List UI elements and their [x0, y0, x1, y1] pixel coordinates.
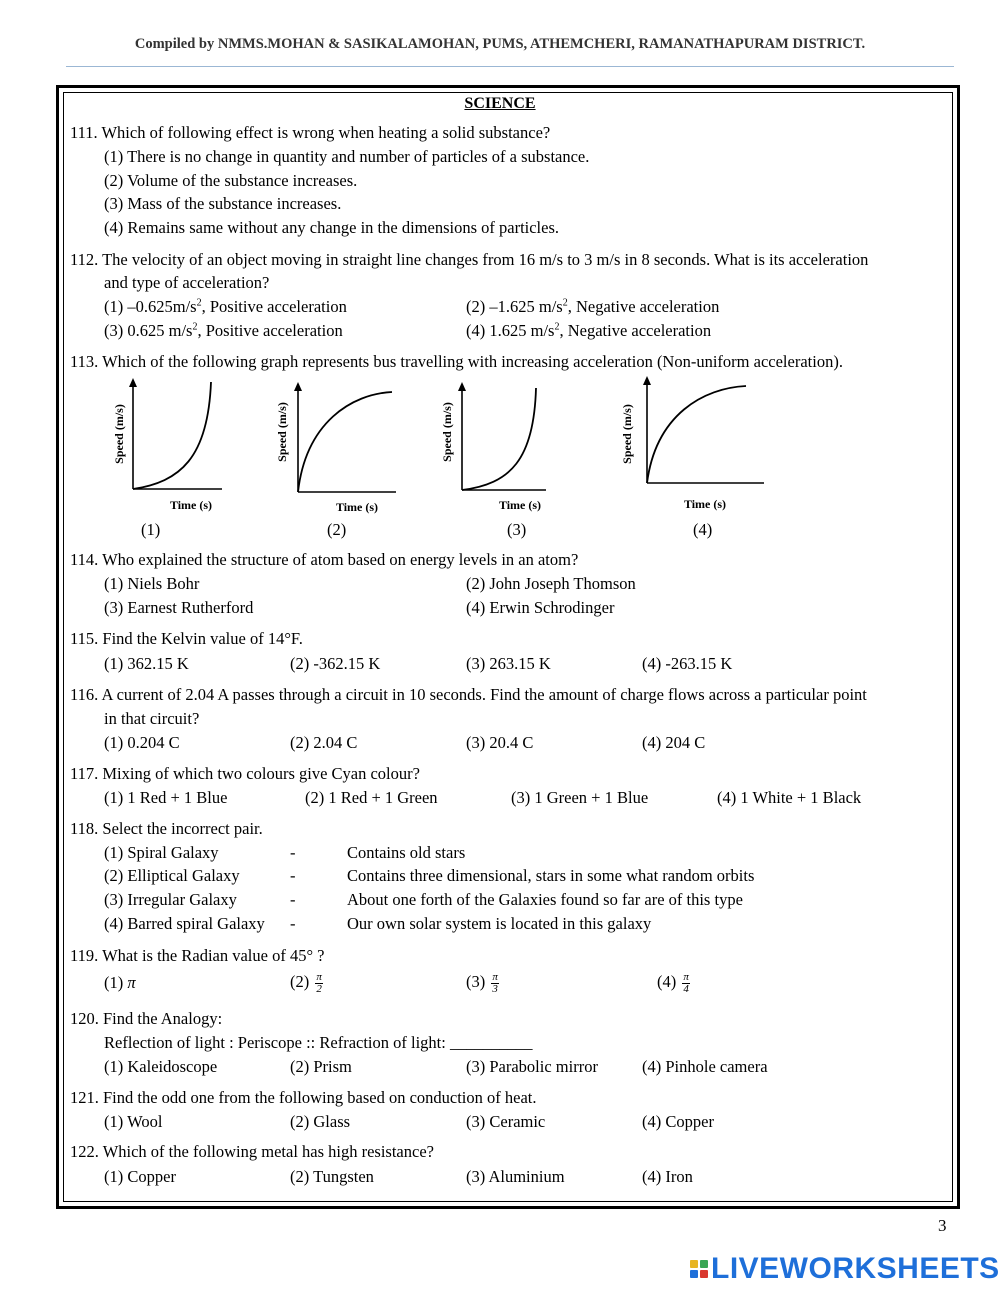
q119-option-4: (4) $\frac{\pi}{4}$	[657, 970, 689, 995]
q120-analogy: Reflection of light : Periscope :: Refraction of light: __________	[104, 1033, 533, 1052]
section-title: SCIENCE	[464, 95, 536, 112]
q118-label-1: (1) Spiral Galaxy	[104, 843, 219, 862]
q117-option-3: (3) 1 Green + 1 Blue	[511, 788, 649, 807]
question-121: 121. Find the odd one from the following based on conduction of heat.	[70, 1088, 537, 1107]
graph-4-ylabel: Speed (m/s)	[620, 404, 634, 464]
q122-option-4: (4) Iron	[642, 1167, 693, 1186]
graph-4-label: (4)	[693, 520, 713, 539]
graph-1-label: (1)	[141, 520, 161, 539]
q116-option-4: (4) 204 C	[642, 733, 706, 752]
graph-4-xlabel: Time (s)	[683, 497, 727, 511]
q114-option-4: (4) Erwin Schrodinger	[466, 598, 615, 617]
q120-option-3: (3) Parabolic mirror	[466, 1057, 598, 1076]
q116-option-1: (1) 0.204 C	[104, 733, 180, 752]
q120-option-2: (2) Prism	[290, 1057, 352, 1076]
question-116: 116. A current of 2.04 A passes through a circuit in 10 seconds. Find the amount of charge flows across a particular point	[70, 685, 867, 704]
graph-1	[110, 378, 230, 518]
q122-option-1: (1) Copper	[104, 1167, 176, 1186]
q118-label-2: (2) Elliptical Galaxy	[104, 866, 240, 885]
graph-3-xlabel: Time (s)	[498, 498, 542, 512]
logo-text: LIVEWORKSHEETS	[711, 1252, 1000, 1285]
logo-blocks-icon	[690, 1260, 708, 1278]
liveworksheets-logo[interactable]	[690, 1254, 1000, 1284]
logo-block	[690, 1260, 698, 1268]
graph-3	[438, 382, 558, 520]
q120-option-4: (4) Pinhole camera	[642, 1057, 768, 1076]
q117-option-1: (1) 1 Red + 1 Blue	[104, 788, 228, 807]
graph-1-xlabel: Time (s)	[169, 498, 213, 512]
question-113: 113. Which of the following graph represents bus travelling with increasing acceleration (Non-uniform acceleration).	[70, 352, 843, 371]
graph-3-curve	[462, 388, 536, 490]
q118-dash-1: -	[290, 843, 296, 862]
q118-desc-4: Our own solar system is located in this galaxy	[347, 914, 652, 933]
graph-2-xlabel: Time (s)	[335, 500, 379, 514]
graph-2-label: (2)	[327, 520, 347, 539]
q121-option-1: (1) Wool	[104, 1112, 163, 1131]
question-119: 119. What is the Radian value of 45° ?	[70, 946, 325, 965]
q119-option-3: (3) $\frac{\pi}{3}$	[466, 970, 498, 995]
q112-option-1: (1) $-0.625m/s^2$, Positive acceleration	[104, 297, 347, 316]
q121-option-4: (4) Copper	[642, 1112, 714, 1131]
q111-option-1: (1) There is no change in quantity and number of particles of a substance.	[104, 147, 590, 166]
graph-2-ylabel: Speed (m/s)	[275, 402, 289, 462]
q112-option-2: (2) –1.625 $m/s^2$, Negative acceleration	[466, 297, 720, 316]
q114-option-3: (3) Earnest Rutherford	[104, 598, 254, 617]
q118-label-3: (3) Irregular Galaxy	[104, 890, 237, 909]
q111-option-2: (2) Volume of the substance increases.	[104, 171, 358, 190]
q117-option-2: (2) 1 Red + 1 Green	[305, 788, 438, 807]
page-header: Compiled by NMMS.MOHAN & SASIKALAMOHAN, PUMS, ATHEMCHERI, RAMANATHAPURAM DISTRICT.	[134, 36, 866, 52]
graph-2	[272, 382, 402, 520]
q112-option-3: (3) 0.625 $m/s^2$, Positive acceleration	[104, 321, 343, 340]
q115-option-2: (2) -362.15 K	[290, 654, 381, 673]
q117-option-4: (4) 1 White + 1 Black	[717, 788, 862, 807]
question-120: 120. Find the Analogy:	[70, 1009, 223, 1028]
q120-option-1: (1) Kaleidoscope	[104, 1057, 218, 1076]
graph-2-curve	[298, 392, 392, 492]
logo-block	[700, 1260, 708, 1268]
q122-option-2: (2) Tungsten	[290, 1167, 374, 1186]
question-112: 112. The velocity of an object moving in straight line changes from 16 m/s to 3 m/s in 8 seconds. What is its acceleration	[70, 250, 869, 269]
q118-desc-1: Contains old stars	[347, 843, 466, 862]
question-118: 118. Select the incorrect pair.	[70, 819, 263, 838]
graph-3-label: (3)	[507, 520, 527, 539]
q118-label-4: (4) Barred spiral Galaxy	[104, 914, 265, 933]
logo-block	[690, 1270, 698, 1278]
q121-option-2: (2) Glass	[290, 1112, 351, 1131]
q114-option-2: (2) John Joseph Thomson	[466, 574, 636, 593]
q118-dash-2: -	[290, 866, 296, 885]
graph-4-curve	[647, 386, 746, 483]
q118-dash-3: -	[290, 890, 296, 909]
q122-option-3: (3) Aluminium	[466, 1167, 565, 1186]
q114-option-1: (1) Niels Bohr	[104, 574, 200, 593]
page-number: 3	[938, 1216, 947, 1235]
q118-desc-3: About one forth of the Galaxies found so far are of this type	[347, 890, 743, 909]
question-122: 122. Which of the following metal has high resistance?	[70, 1142, 434, 1161]
q118-desc-2: Contains three dimensional, stars in some what random orbits	[347, 866, 755, 885]
question-116-cont: in that circuit?	[104, 709, 200, 728]
q115-option-3: (3) 263.15 K	[466, 654, 551, 673]
question-112-cont: and type of acceleration?	[104, 273, 270, 292]
q111-option-4: (4) Remains same without any change in the dimensions of particles.	[104, 218, 560, 237]
graph-1-ylabel: Speed (m/s)	[112, 404, 126, 464]
graph-4	[618, 376, 768, 514]
graph-1-curve	[133, 382, 211, 489]
question-115: 115. Find the Kelvin value of 14°F.	[70, 629, 303, 648]
q112-option-4: (4) 1.625 $m/s^2$, Negative acceleration	[466, 321, 712, 340]
logo-block	[700, 1270, 708, 1278]
q115-option-4: (4) -263.15 K	[642, 654, 733, 673]
q111-option-3: (3) Mass of the substance increases.	[104, 194, 342, 213]
q115-option-1: (1) 362.15 K	[104, 654, 189, 673]
q118-dash-4: -	[290, 914, 296, 933]
header-divider	[66, 66, 954, 67]
q116-option-3: (3) 20.4 C	[466, 733, 534, 752]
graph-3-ylabel: Speed (m/s)	[440, 402, 454, 462]
q119-option-1: (1) π	[104, 973, 136, 992]
q119-option-2: (2) $\frac{\pi}{2}$	[290, 970, 322, 995]
question-114: 114. Who explained the structure of atom based on energy levels in an atom?	[70, 550, 579, 569]
question-117: 117. Mixing of which two colours give Cyan colour?	[70, 764, 420, 783]
q116-option-2: (2) 2.04 C	[290, 733, 358, 752]
question-111: 111. Which of following effect is wrong when heating a solid substance?	[70, 123, 551, 142]
q121-option-3: (3) Ceramic	[466, 1112, 546, 1131]
